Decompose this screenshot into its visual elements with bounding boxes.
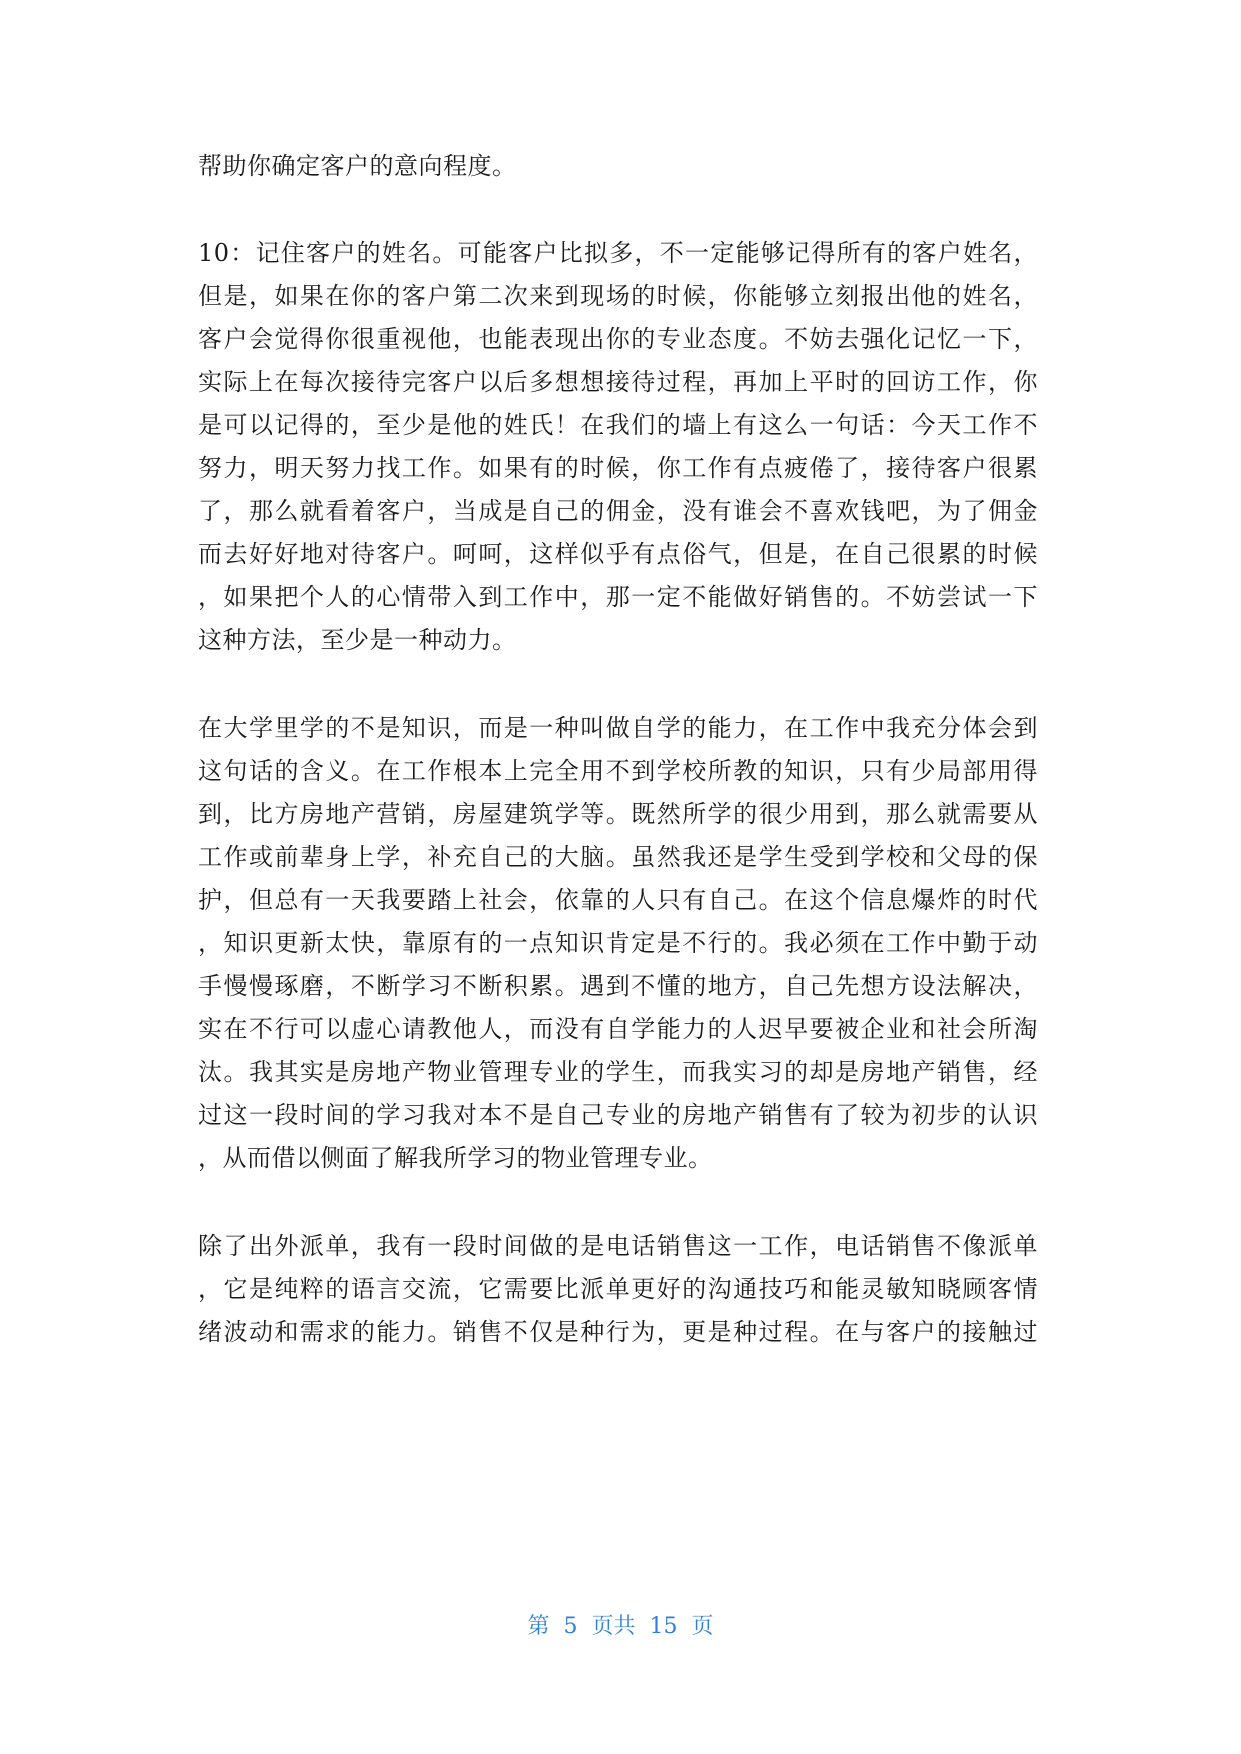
paragraph-line: 护，但总有一天我要踏上社会，依靠的人只有自己。在这个信息爆炸的时代: [198, 886, 1038, 914]
footer-suffix: 页: [691, 1614, 714, 1639]
paragraph-line: 汰。我其实是房地产物业管理专业的学生，而我实习的却是房地产销售，经: [198, 1058, 1038, 1086]
paragraph-line: 但是，如果在你的客户第二次来到现场的时候，你能够立刻报出他的姓名，: [198, 282, 1038, 310]
paragraph-line: 实在不行可以虚心请教他人，而没有自学能力的人迟早要被企业和社会所淘: [198, 1015, 1038, 1043]
paragraph-line: 这种方法，至少是一种动力。: [198, 626, 517, 654]
paragraph-line: 工作或前辈身上学，补充自己的大脑。虽然我还是学生受到学校和父母的保: [198, 843, 1038, 871]
paragraph-line: 这句话的含义。在工作根本上完全用不到学校所教的知识，只有少局部用得: [198, 757, 1038, 785]
paragraph-line: 努力，明天努力找工作。如果有的时候，你工作有点疲倦了，接待客户很累: [198, 454, 1038, 482]
paragraph-line: 而去好好地对待客户。呵呵，这样似乎有点俗气，但是，在自己很累的时候: [198, 540, 1038, 568]
footer-prefix: 第: [527, 1614, 550, 1639]
paragraph-line: 过这一段时间的学习我对本不是自己专业的房地产销售有了较为初步的认识: [198, 1101, 1038, 1129]
paragraph-line: 到，比方房地产营销，房屋建筑学等。既然所学的很少用到，那么就需要从: [198, 800, 1038, 828]
paragraph-line: 了，那么就看着客户，当成是自己的佣金，没有谁会不喜欢钱吧，为了佣金: [198, 497, 1038, 525]
paragraph-line: 除了出外派单，我有一段时间做的是电话销售这一工作，电话销售不像派单: [198, 1232, 1038, 1260]
footer-middle: 页共: [591, 1614, 636, 1639]
footer-current-page: 5: [563, 1614, 578, 1639]
paragraph-line: 在大学里学的不是知识，而是一种叫做自学的能力，在工作中我充分体会到: [198, 714, 1038, 742]
paragraph-line: ，它是纯粹的语言交流，它需要比派单更好的沟通技巧和能灵敏知晓顾客情: [198, 1275, 1038, 1303]
paragraph-line: 是可以记得的，至少是他的姓氏！在我们的墙上有这么一句话：今天工作不: [198, 411, 1038, 439]
paragraph-line: 帮助你确定客户的意向程度。: [198, 152, 517, 180]
paragraph-line: 10：记住客户的姓名。可能客户比拟多，不一定能够记得所有的客户姓名，: [198, 239, 1038, 267]
paragraph-line: ，知识更新太快，靠原有的一点知识肯定是不行的。我必须在工作中勤于动: [198, 929, 1038, 957]
page-footer: [0, 1612, 1241, 1642]
paragraph-line: 手慢慢琢磨，不断学习不断积累。遇到不懂的地方，自己先想方设法解决，: [198, 972, 1038, 1000]
paragraph-line: 绪波动和需求的能力。销售不仅是种行为，更是种过程。在与客户的接触过: [198, 1318, 1038, 1346]
paragraph-line: ，如果把个人的心情带入到工作中，那一定不能做好销售的。不妨尝试一下: [198, 583, 1038, 611]
paragraph-line: 客户会觉得你很重视他，也能表现出你的专业态度。不妨去强化记忆一下，: [198, 325, 1038, 353]
paragraph-line: ，从而借以侧面了解我所学习的物业管理专业。: [198, 1144, 713, 1172]
footer-total-pages: 15: [649, 1614, 678, 1639]
paragraph-line: 实际上在每次接待完客户以后多想想接待过程，再加上平时的回访工作，你: [198, 368, 1038, 396]
